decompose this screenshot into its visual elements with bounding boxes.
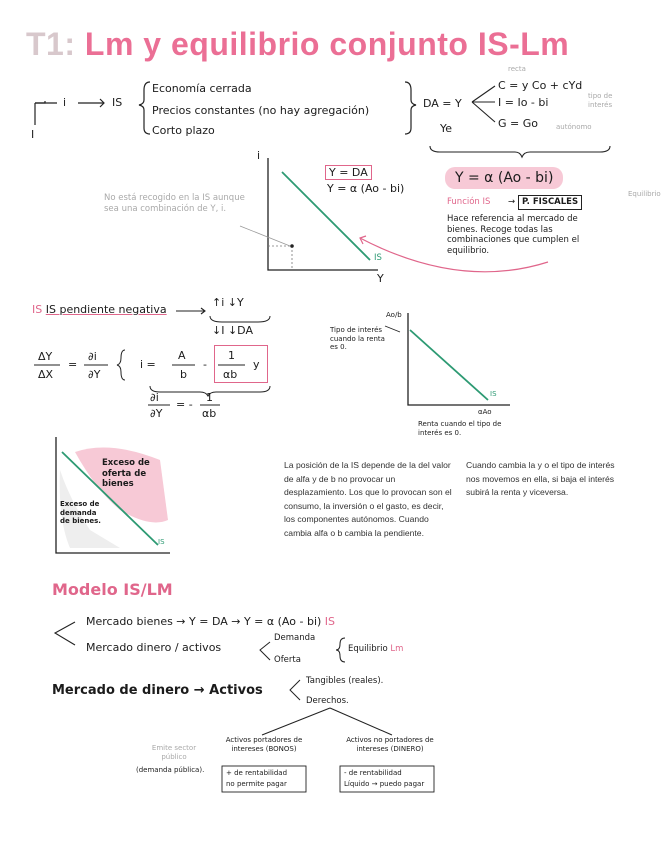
assumptions-brace <box>139 82 150 134</box>
graph1-eq-box: Y = DA <box>325 165 372 180</box>
deriv-r-num: 1 <box>206 391 213 404</box>
model-row2: Mercado dinero / activos <box>86 641 222 654</box>
assumption-1: Precios constantes (no hay agregación) <box>152 104 370 117</box>
graph3-excess-demand: Exceso de demanda de bienes. <box>60 500 101 525</box>
slope-eq-brace <box>117 350 125 380</box>
model-equilibrio: Equilibrio Lm <box>348 644 404 654</box>
assumption-0: Economía cerrada <box>152 82 252 95</box>
assumptions-brace-right <box>405 82 416 134</box>
eq-minus: - <box>203 358 207 371</box>
graph2-is-label: IS <box>490 390 497 398</box>
slope-label: IS IS pendiente negativa <box>32 303 167 316</box>
eq-one: 1 <box>228 349 235 362</box>
deriv-eq: = - <box>176 398 193 411</box>
graph1-point-lines <box>268 246 292 270</box>
slope-arrows-bottom: ↓I ↓DA <box>212 324 253 337</box>
frac-dx: ΔX <box>38 368 54 381</box>
graph1-is-label: IS <box>374 253 382 263</box>
model-demanda: Demanda <box>274 633 316 643</box>
activos-tree <box>262 708 392 735</box>
model-tangibles: Tangibles (reales). <box>306 676 384 686</box>
model-left-branch: Activos portadores de intereses (BONOS) <box>225 736 303 753</box>
equilibrio-brace <box>336 638 345 662</box>
page-title: T1: Lm y equilibrio conjunto IS-Lm <box>26 26 570 62</box>
intro-i: i <box>63 96 67 109</box>
graph2-intercept: Ao/b <box>386 311 402 319</box>
equilibrio-side: Equilibrio <box>628 190 661 198</box>
graph2-note-top: Tipo de interés cuando la renta es 0. <box>330 326 385 351</box>
model-oferta: Oferta <box>274 655 301 665</box>
graph1-axis-y: Y <box>377 272 384 285</box>
eq-A: A <box>178 349 186 362</box>
slope-arrows-top: ↑i ↓Y <box>212 296 244 309</box>
graph1-eq2: Y = α (Ao - bi) <box>327 182 405 195</box>
model-fork <box>55 622 75 645</box>
graph3-is-label: IS <box>158 538 165 546</box>
left-prop-1: no permite pagar <box>226 780 287 788</box>
model-derechos: Derechos. <box>306 696 349 706</box>
deriv-r-den: αb <box>202 407 217 420</box>
eq-y: y <box>253 358 260 371</box>
slope-brace <box>210 316 270 322</box>
function-formula: Y = α (Ao - bi) <box>445 167 563 189</box>
activos-fork <box>290 680 300 700</box>
graph1-note-pointer <box>240 226 290 246</box>
eq-b: b <box>180 368 187 381</box>
graph2-note-bottom: Renta cuando el tipo de interés es 0. <box>418 420 502 437</box>
graph1-point <box>290 244 294 248</box>
ye-label: Ye <box>440 122 453 135</box>
component-g: G = Go <box>498 117 538 130</box>
graph2-x-intercept: αAo <box>478 408 492 416</box>
frac-equals: = <box>68 358 78 371</box>
intro-axis-arrow <box>35 101 45 125</box>
assumption-2: Corto plazo <box>152 124 215 137</box>
model-heading: Modelo IS/LM <box>52 580 173 599</box>
function-fiscal: P. FISCALES <box>518 195 582 210</box>
graph1-axis-i: i <box>257 149 261 162</box>
component-c: C = y Co + cYd <box>498 79 583 92</box>
components-fork <box>472 86 495 122</box>
components-brace <box>430 146 610 157</box>
graph1-side-note: No está recogido en la IS aunque sea una combinación de Y, i. <box>104 193 245 214</box>
frac-di: ∂i <box>88 350 97 363</box>
demanda-fork <box>260 642 270 660</box>
paragraph-movement: Cuando cambia la y o el tipo de interés nos movemos en ella, si baja el interés subirá la renta y viceversa. <box>466 460 615 497</box>
right-prop-1: Líquido → puedo pagar <box>344 780 425 788</box>
graph3-excess-supply: Exceso de oferta de bienes <box>102 458 150 489</box>
da-eq: DA = Y <box>423 97 462 110</box>
model-row1: Mercado bienes → Y = DA → Y = α (Ao - bi) IS <box>86 615 336 628</box>
model-demanda-publico: (demanda pública). <box>136 766 205 774</box>
recta-note: recta <box>508 65 526 73</box>
paragraph-position: La posición de la IS depende de la del valor de alfa y de b no provocar un desplazamiento. Los que lo provocan son el consumo, la inversión o el gasto, es decir, los componentes autónomos. Cuando cambia alfa o b cambia la pendiente. <box>284 460 452 538</box>
intro-I: I <box>31 128 35 141</box>
frac-dy: ΔY <box>38 350 53 363</box>
component-i: I = Io - bi <box>498 96 549 109</box>
frac-dY: ∂Y <box>88 368 101 381</box>
function-name: Función IS <box>447 197 491 207</box>
eq-lhs: i = <box>140 358 156 371</box>
eq-alpha-b: αb <box>223 368 238 381</box>
graph2-is-curve <box>410 330 488 400</box>
left-prop-0: + de rentabilidad <box>226 769 288 777</box>
autonomo-note: autónomo <box>556 123 592 131</box>
deriv-num: ∂i <box>150 391 159 404</box>
function-desc: Hace referencia al mercado de bienes. Recoge todas las combinaciones que cumplen el equilibrio. <box>447 214 580 256</box>
intro-is: IS <box>112 96 123 109</box>
tipo-interes-note: tipo de interés <box>588 92 613 109</box>
right-prop-0: - de rentabilidad <box>344 769 402 777</box>
model-dinero-line: Mercado de dinero → Activos <box>52 683 263 698</box>
deriv-den: ∂Y <box>150 407 163 420</box>
function-arrow: → <box>508 197 516 207</box>
model-emite: Emite sector público <box>151 744 197 761</box>
model-right-branch: Activos no portadores de intereses (DINERO) <box>346 736 434 753</box>
